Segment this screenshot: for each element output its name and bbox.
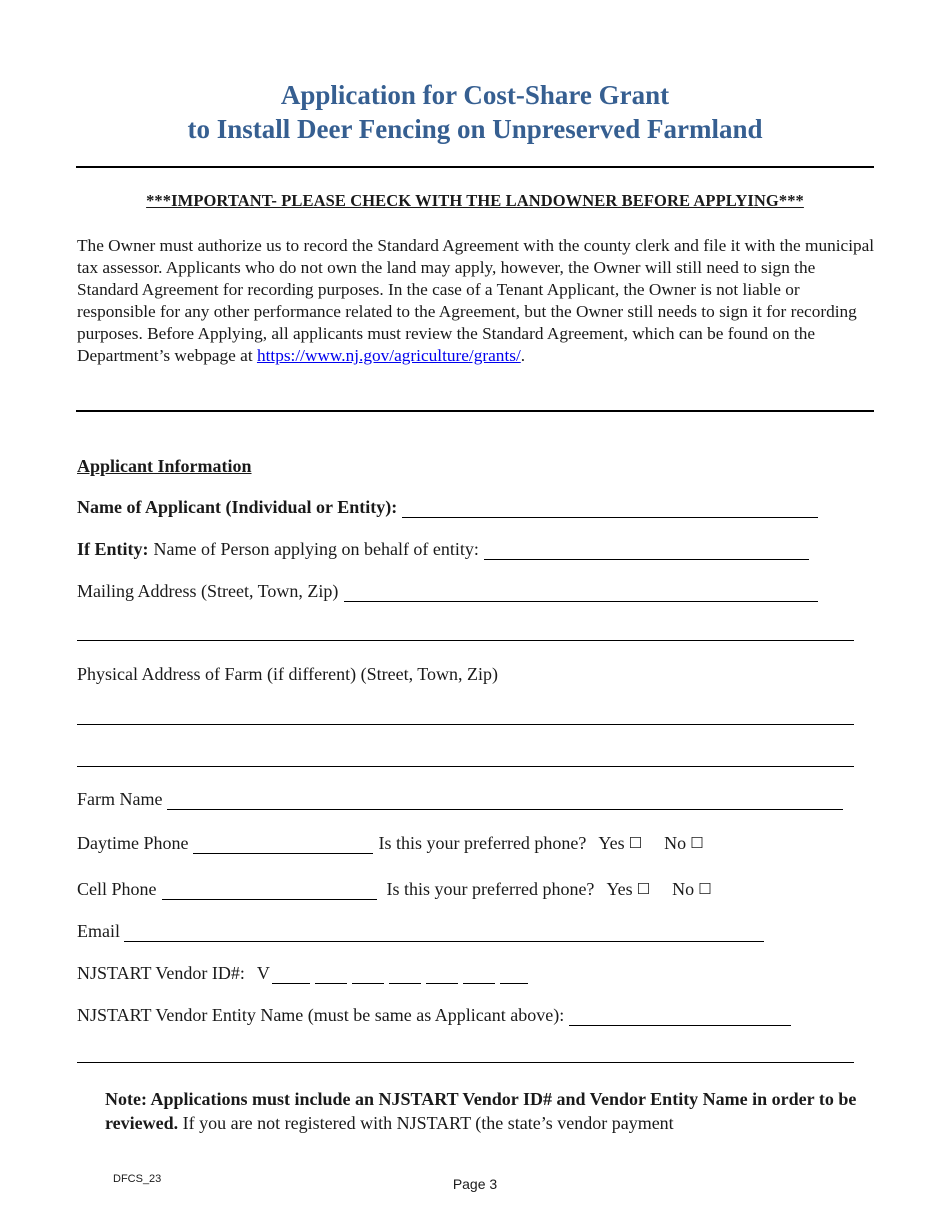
email-row (77, 920, 764, 942)
vendor-entity-row (77, 1004, 791, 1026)
cell-yes-label: Yes (606, 879, 633, 899)
vendor-id-prefix: V (256, 963, 270, 983)
page-title-line2: to Install Deer Fencing on Unpreserved Farmland (187, 114, 763, 144)
page-title-line1: Application for Cost-Share Grant (280, 80, 670, 110)
physical-address-field-line1[interactable] (77, 724, 854, 725)
form-code: DFCS_23 (113, 1173, 162, 1185)
farm-name-field[interactable] (167, 792, 843, 810)
physical-address-field-line2[interactable] (77, 766, 854, 767)
entity-person-row (77, 538, 809, 560)
vendor-id-digit-field[interactable] (463, 966, 495, 984)
entity-person-label: Name of Person applying on behalf of entity: (153, 539, 479, 559)
vendor-entity-field-line2[interactable] (77, 1062, 854, 1063)
applicant-name-label: Name of Applicant (Individual or Entity): (77, 497, 398, 517)
mailing-address-row (77, 580, 818, 602)
vendor-id-digit-field[interactable] (315, 966, 347, 984)
mailing-address-field[interactable] (344, 584, 818, 602)
cell-phone-field[interactable] (162, 882, 377, 900)
top-divider (76, 166, 874, 168)
applicant-name-row (77, 496, 818, 518)
grants-webpage-link[interactable]: https://www.nj.gov/agriculture/grants/ (256, 346, 521, 365)
daytime-no-checkbox[interactable]: ☐ (690, 834, 704, 852)
vendor-id-digit-field[interactable] (272, 966, 310, 984)
cell-yes-checkbox[interactable]: ☐ (636, 880, 651, 898)
vendor-note-text: If you are not registered with NJSTART (the state’s vendor payment (182, 1113, 674, 1133)
vendor-id-digit-field[interactable] (500, 966, 528, 984)
vendor-id-label: NJSTART Vendor ID#: (77, 963, 245, 983)
middle-divider (76, 410, 874, 412)
vendor-id-digit-field[interactable] (389, 966, 421, 984)
daytime-phone-label: Daytime Phone (77, 833, 189, 853)
vendor-entity-field[interactable] (569, 1008, 791, 1026)
vendor-note (105, 1087, 875, 1135)
paragraph-period: . (520, 346, 526, 365)
email-label: Email (77, 921, 120, 941)
section-title: Applicant Information (77, 456, 252, 476)
farm-name-row (77, 788, 843, 810)
applicant-name-field[interactable] (402, 500, 818, 518)
cell-no-checkbox[interactable]: ☐ (698, 880, 712, 898)
daytime-yes-checkbox[interactable]: ☐ (628, 834, 643, 852)
cell-phone-row (77, 878, 712, 900)
physical-address-label: Physical Address of Farm (if different) (Street, Town, Zip) (77, 664, 498, 684)
vendor-id-digit-field[interactable] (352, 966, 384, 984)
mailing-address-field-line2[interactable] (77, 640, 854, 641)
daytime-preferred-question: Is this your preferred phone? (378, 833, 587, 853)
physical-address-row (77, 663, 498, 685)
farm-name-label: Farm Name (77, 789, 163, 809)
daytime-phone-field[interactable] (193, 836, 373, 854)
email-field[interactable] (124, 924, 764, 942)
entity-person-field[interactable] (484, 542, 809, 560)
vendor-id-row (77, 962, 528, 984)
owner-authorization-paragraph (77, 235, 877, 367)
entity-label-bold: If Entity: (77, 539, 149, 559)
daytime-yes-label: Yes (598, 833, 625, 853)
cell-preferred-question: Is this your preferred phone? (386, 879, 595, 899)
daytime-no-label: No (664, 833, 687, 853)
vendor-entity-label: NJSTART Vendor Entity Name (must be same as Applicant above): (77, 1005, 565, 1025)
page-number: Page 3 (452, 1176, 498, 1192)
vendor-id-digit-field[interactable] (426, 966, 458, 984)
vendor-note-bold: Note: Applications must include an NJSTART Vendor ID# and Vendor Entity Name in order to be reviewed. (105, 1089, 857, 1133)
daytime-phone-row (77, 832, 704, 854)
mailing-address-label: Mailing Address (Street, Town, Zip) (77, 581, 339, 601)
paragraph-text: The Owner must authorize us to record the Standard Agreement with the county clerk and file it with the municipal tax assessor. Applicants who do not own the land may apply, however, the Owner will still need to sign the Standard Agreement for recording purposes. In the case of a Tenant Applicant, the Owner is not liable or responsible for any other performance related to the Agreement, but the Owner still needs to sign it for recording purposes. Before Applying, all applicants must review the Standard Agreement, which can be found on the Department’s webpage at (77, 236, 875, 365)
cell-phone-label: Cell Phone (77, 879, 157, 899)
cell-no-label: No (672, 879, 695, 899)
important-notice: ***IMPORTANT- PLEASE CHECK WITH THE LANDOWNER BEFORE APPLYING*** (146, 191, 804, 210)
